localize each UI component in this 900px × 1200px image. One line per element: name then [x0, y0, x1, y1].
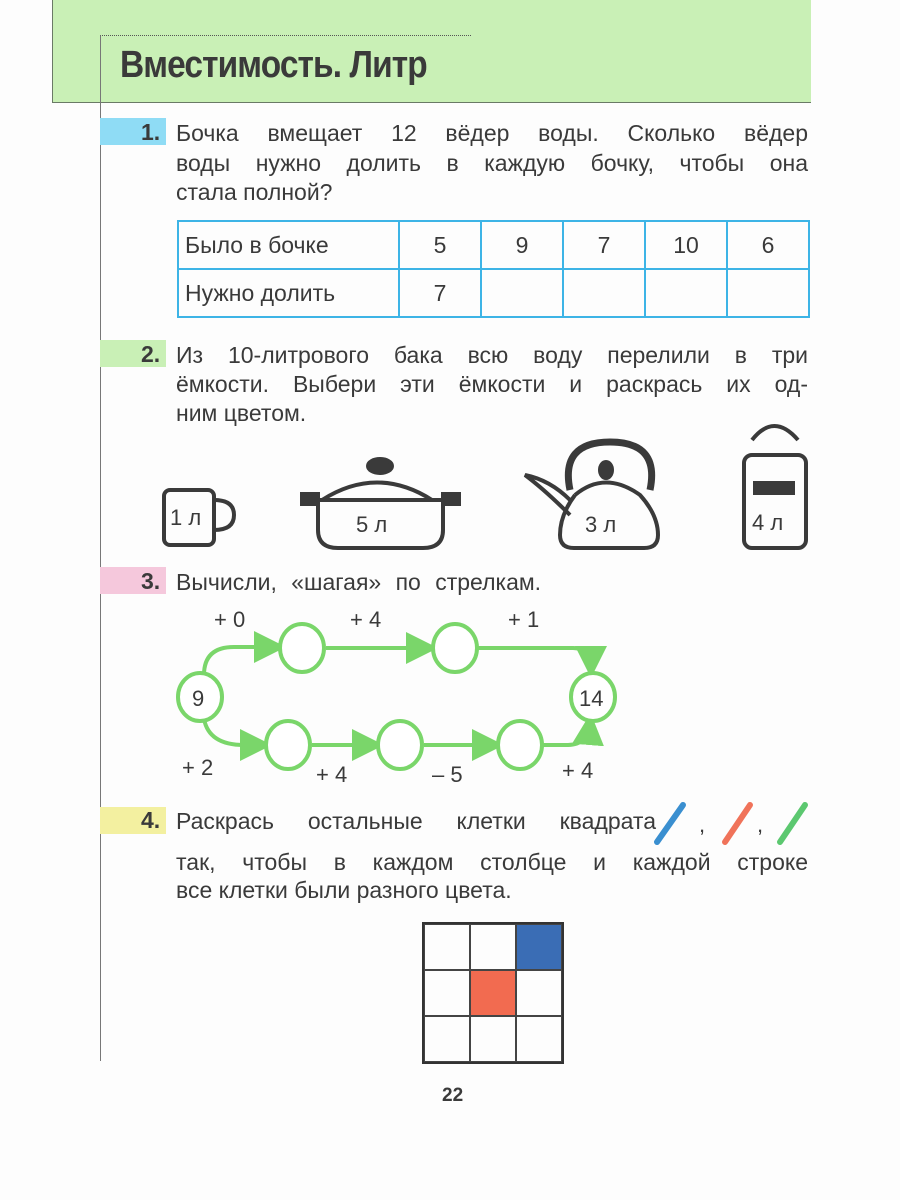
separator: ,: [699, 812, 706, 837]
task-2-number: 2.: [141, 341, 161, 367]
grid-cell[interactable]: [424, 970, 470, 1016]
pencils: [645, 800, 815, 850]
arrow: [204, 719, 264, 745]
task-4-line: Раскрась остальные клетки квадрата: [176, 808, 656, 834]
red-pencil-icon: [725, 805, 750, 842]
table-cell: 10: [645, 221, 727, 269]
green-pencil-icon: [780, 805, 805, 842]
grid-cell[interactable]: [516, 1016, 562, 1062]
op-label: + 1: [508, 607, 540, 632]
answer-circle[interactable]: [266, 721, 310, 769]
mug-label: 1 л: [170, 505, 202, 530]
page-number: 22: [442, 1085, 464, 1106]
table-cell: 7: [563, 221, 645, 269]
arrow: [543, 721, 590, 745]
op-label: + 4: [562, 758, 594, 783]
op-label: – 5: [432, 762, 463, 787]
blue-pencil-icon: [657, 805, 683, 842]
kettle-label: 3 л: [585, 512, 617, 537]
op-label: + 4: [316, 762, 348, 787]
task-1-number: 1.: [141, 119, 161, 145]
op-label: + 2: [182, 755, 214, 780]
op-label: + 4: [350, 607, 382, 632]
grid-cell: [470, 970, 516, 1016]
task-2-line: Из 10-литрового бака всю воду перелили в три: [176, 342, 808, 368]
task-1-line: воды нужно долить в каждую бочку, чтобы она: [176, 150, 808, 176]
row-label: Было в бочке: [178, 221, 399, 269]
grid-cell[interactable]: [516, 970, 562, 1016]
grid-cell[interactable]: [470, 1016, 516, 1062]
arrow: [478, 648, 591, 670]
op-label: + 0: [214, 607, 246, 632]
answer-circle[interactable]: [378, 721, 422, 769]
table-cell[interactable]: 7: [399, 269, 481, 317]
table-cell: 6: [727, 221, 809, 269]
grid-cell[interactable]: [424, 924, 470, 970]
start-value: 9: [192, 686, 205, 711]
page-title: Вместимость. Литр: [120, 44, 427, 86]
color-grid: [422, 922, 564, 1064]
table-cell: 5: [399, 221, 481, 269]
row-label: Нужно долить: [178, 269, 399, 317]
answer-circle[interactable]: [498, 721, 542, 769]
answer-circle[interactable]: [433, 624, 477, 672]
pot-label: 5 л: [356, 512, 388, 537]
grid-cell[interactable]: [470, 924, 516, 970]
answer-circle[interactable]: [280, 624, 324, 672]
task-2-line: ним цветом.: [176, 400, 307, 426]
arrow: [204, 647, 278, 675]
task-3-number: 3.: [141, 568, 161, 594]
task-2-line: ёмкости. Выбери эти ёмкости и раскрась их од-: [176, 371, 808, 397]
task-4-line: все клетки были разного цвета.: [176, 877, 512, 903]
separator: ,: [757, 812, 764, 837]
table-cell: 9: [481, 221, 563, 269]
task-1-line: стала полной?: [176, 179, 333, 205]
grid-cell: [516, 924, 562, 970]
task-1-line: Бочка вмещает 12 вёдер воды. Сколько вёдер: [176, 120, 808, 146]
task-4-number: 4.: [141, 807, 161, 833]
end-value: 14: [579, 686, 604, 711]
grid-cell[interactable]: [424, 1016, 470, 1062]
task-4-line: так, чтобы в каждом столбце и каждой строке: [176, 849, 808, 875]
can-label: 4 л: [752, 510, 784, 535]
task-3-line: Вычисли, «шагая» по стрелкам.: [176, 569, 542, 595]
